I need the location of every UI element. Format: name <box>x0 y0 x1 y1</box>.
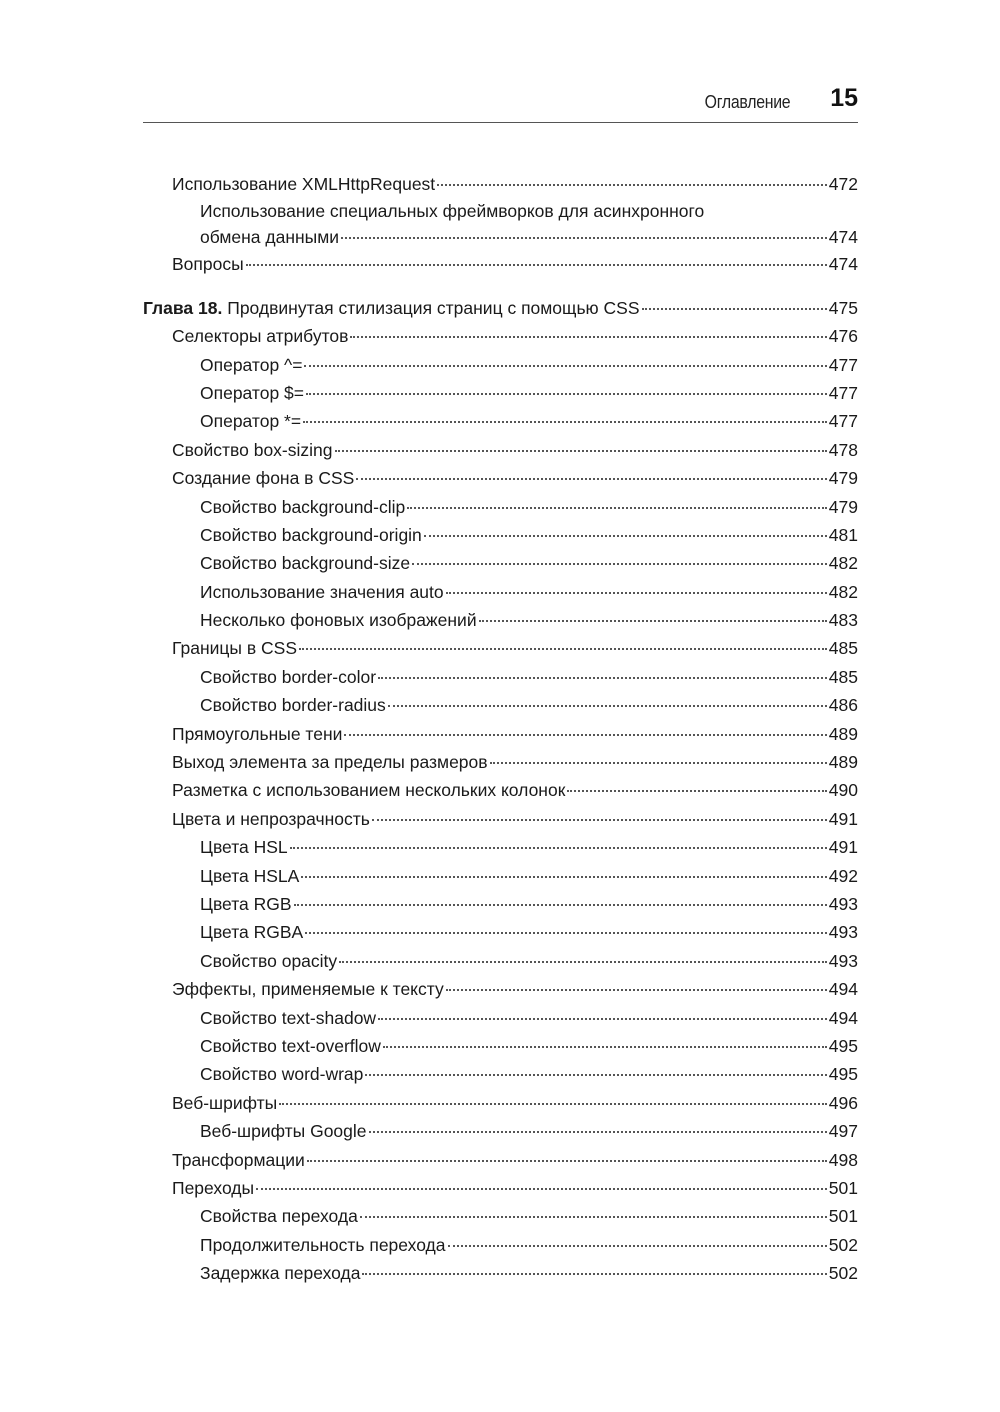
toc-entry-page: 497 <box>828 1121 858 1142</box>
dot-leader <box>642 307 827 310</box>
running-header <box>143 82 858 123</box>
toc-entry-label: Прямоугольные тени <box>172 723 343 744</box>
dot-leader <box>424 534 827 537</box>
toc-entry-label: Оператор *= <box>200 411 302 432</box>
toc-entry-page: 478 <box>828 439 858 460</box>
dot-leader <box>279 1102 827 1105</box>
toc-entry[interactable] <box>143 833 858 861</box>
toc-entry-page: 479 <box>828 496 858 517</box>
dot-leader <box>303 420 827 423</box>
toc-entry-page: 485 <box>828 666 858 687</box>
toc-entry-page: 474 <box>828 254 858 275</box>
toc-entry[interactable] <box>143 250 858 278</box>
toc-entry[interactable] <box>143 720 858 748</box>
toc-entry-page: 494 <box>828 979 858 1000</box>
dot-leader <box>369 1130 827 1133</box>
toc-entry-page: 482 <box>828 553 858 574</box>
toc-entry[interactable] <box>143 1032 858 1060</box>
toc-entry[interactable] <box>143 606 858 634</box>
toc-entry-label: Свойство border-color <box>200 666 377 687</box>
dot-leader <box>335 449 827 452</box>
toc-entry-label: Свойство background-clip <box>200 496 406 517</box>
toc-entry[interactable] <box>143 351 858 379</box>
toc-entry-page: 493 <box>828 950 858 971</box>
toc-entry-label: Свойство text-overflow <box>200 1035 381 1056</box>
toc-entry-page: 472 <box>828 174 858 194</box>
dot-leader <box>490 761 827 764</box>
toc-entry-page: 486 <box>828 695 858 716</box>
toc-entry-page: 479 <box>828 468 858 489</box>
toc-entry[interactable] <box>143 1117 858 1145</box>
table-of-contents <box>143 170 858 1287</box>
toc-entry-label: Границы в CSS <box>172 638 298 659</box>
dot-leader <box>479 619 827 622</box>
toc-entry[interactable] <box>143 1202 858 1230</box>
toc-entry-label: Задержка перехода <box>200 1263 361 1284</box>
toc-entry-label: Цвета и непрозрачность <box>172 808 370 829</box>
toc-entry-page: 490 <box>828 780 858 801</box>
section-title: Оглавление <box>704 92 790 112</box>
toc-entry[interactable] <box>143 691 858 719</box>
toc-entry-label: Несколько фоновых изображений <box>200 610 477 631</box>
dot-leader <box>383 1045 827 1048</box>
toc-entry[interactable] <box>143 436 858 464</box>
toc-entry-page: 502 <box>828 1234 858 1255</box>
dot-leader <box>344 733 826 736</box>
toc-entry[interactable] <box>143 578 858 606</box>
toc-entry-label: Использование значения auto <box>200 581 444 602</box>
toc-entry-page: 477 <box>828 382 858 403</box>
toc-entry[interactable] <box>143 805 858 833</box>
dot-leader <box>246 263 827 266</box>
toc-entry[interactable] <box>143 862 858 890</box>
toc-entry[interactable] <box>143 1004 858 1032</box>
dot-leader <box>290 846 827 849</box>
dot-leader <box>446 591 827 594</box>
toc-entry-page: 501 <box>828 1177 858 1198</box>
toc-entry[interactable] <box>143 776 858 804</box>
dot-leader <box>307 1159 827 1162</box>
toc-entry-label: Оператор $= <box>200 382 305 403</box>
dot-leader <box>305 931 827 934</box>
toc-entry-label: Веб-шрифты Google <box>200 1121 367 1142</box>
toc-entry-label: Свойство opacity <box>200 950 338 971</box>
toc-entry-label: Цвета RGBA <box>200 922 304 943</box>
dot-leader <box>350 335 826 338</box>
toc-entry[interactable] <box>143 634 858 662</box>
page-number: 15 <box>830 84 858 112</box>
dot-leader <box>446 988 827 991</box>
toc-entry-page: 502 <box>828 1263 858 1284</box>
dot-leader <box>299 647 827 650</box>
toc-entry-page: 477 <box>828 354 858 375</box>
toc-chapter-page: 475 <box>828 297 858 318</box>
toc-entry-label: Разметка с использованием нескольких колонок <box>172 780 566 801</box>
toc-entry[interactable] <box>143 918 858 946</box>
toc-entry-page: 477 <box>828 411 858 432</box>
toc-entry[interactable] <box>143 493 858 521</box>
dot-leader <box>407 506 827 509</box>
toc-entry-label: Свойство background-size <box>200 553 411 574</box>
toc-entry-label: Веб-шрифты <box>172 1092 278 1113</box>
toc-entry-label: Свойство word-wrap <box>200 1064 364 1085</box>
toc-entry[interactable] <box>143 748 858 776</box>
dot-leader <box>388 704 827 707</box>
toc-entry[interactable] <box>143 521 858 549</box>
toc-entry[interactable] <box>143 198 858 250</box>
chapter-title: Продвинутая стилизация страниц с помощью CSS <box>227 297 640 318</box>
dot-leader <box>356 477 826 480</box>
toc-entry-page: 492 <box>828 865 858 886</box>
toc-entry-label-line1: Использование специальных фреймворков для асинхронного <box>200 201 705 222</box>
toc-entry-page: 495 <box>828 1064 858 1085</box>
toc-entry[interactable] <box>143 407 858 435</box>
toc-chapter-entry[interactable] <box>143 294 858 322</box>
dot-leader <box>448 1244 827 1247</box>
toc-entries <box>143 322 858 1287</box>
toc-entry-label: Свойство text-shadow <box>200 1007 377 1028</box>
dot-leader <box>360 1215 827 1218</box>
toc-entry-label: Эффекты, применяемые к тексту <box>172 979 444 1000</box>
dot-leader <box>362 1272 826 1275</box>
toc-entry-label: Использование XMLHttpRequest <box>172 174 436 194</box>
toc-entry-page: 474 <box>828 227 858 248</box>
toc-entry-label: Создание фона в CSS <box>172 468 355 489</box>
toc-entry-page: 495 <box>828 1035 858 1056</box>
toc-entry-label: Свойство border-radius <box>200 695 386 716</box>
dot-leader <box>294 903 827 906</box>
dot-leader <box>341 236 827 239</box>
toc-entry-page: 476 <box>828 326 858 347</box>
toc-entry-page: 496 <box>828 1092 858 1113</box>
toc-entry-label: Выход элемента за пределы размеров <box>172 752 488 773</box>
toc-entry-page: 494 <box>828 1007 858 1028</box>
toc-entry-page: 482 <box>828 581 858 602</box>
toc-entry-label: Вопросы <box>172 254 244 275</box>
toc-chapter-label <box>143 294 640 322</box>
toc-entry[interactable] <box>143 170 858 198</box>
toc-entry[interactable] <box>143 890 858 918</box>
toc-entry[interactable] <box>143 322 858 350</box>
toc-entry-page: 485 <box>828 638 858 659</box>
toc-entry[interactable] <box>143 379 858 407</box>
toc-entry-page: 489 <box>828 723 858 744</box>
toc-entry-label: Свойство background-origin <box>200 524 422 545</box>
toc-entry[interactable] <box>143 1060 858 1088</box>
toc-entry-page: 493 <box>828 893 858 914</box>
toc-entry-label: Оператор ^= <box>200 354 303 375</box>
toc-entry-label: Трансформации <box>172 1149 305 1170</box>
dot-leader <box>378 676 827 679</box>
dot-leader <box>339 960 827 963</box>
toc-entry-page: 498 <box>828 1149 858 1170</box>
toc-entry-page: 491 <box>828 837 858 858</box>
toc-entry-label: Цвета RGB <box>200 893 292 914</box>
toc-entry[interactable] <box>143 1089 858 1117</box>
dot-leader <box>304 364 826 367</box>
toc-entry-label: Селекторы атрибутов <box>172 326 349 347</box>
toc-entry-page: 489 <box>828 752 858 773</box>
toc-entry-label: Свойство box-sizing <box>172 439 333 460</box>
toc-entry-label: Цвета HSL <box>200 837 288 858</box>
toc-entry-page: 491 <box>828 808 858 829</box>
toc-entry[interactable] <box>143 663 858 691</box>
toc-entry-label: Продолжительность перехода <box>200 1234 446 1255</box>
toc-entry[interactable] <box>143 549 858 577</box>
toc-entry[interactable] <box>143 1174 858 1202</box>
dot-leader <box>256 1187 827 1190</box>
toc-entry[interactable] <box>143 947 858 975</box>
chapter-prefix: Глава 18. <box>143 297 223 318</box>
dot-leader <box>437 183 827 186</box>
toc-entry[interactable] <box>143 1146 858 1174</box>
toc-entry-page: 481 <box>828 524 858 545</box>
toc-entry-label: Свойства перехода <box>200 1206 358 1227</box>
toc-entry[interactable] <box>143 1259 858 1287</box>
toc-entry[interactable] <box>143 1231 858 1259</box>
toc-entry-page: 501 <box>828 1206 858 1227</box>
toc-entry[interactable] <box>143 975 858 1003</box>
dot-leader <box>378 1017 827 1020</box>
dot-leader <box>306 392 827 395</box>
toc-entry-label: Переходы <box>172 1177 255 1198</box>
toc-entry-label-line2: обмена данными <box>200 227 340 248</box>
dot-leader <box>412 562 827 565</box>
toc-entry-page: 493 <box>828 922 858 943</box>
dot-leader <box>365 1073 826 1076</box>
dot-leader <box>567 789 826 792</box>
toc-entry[interactable] <box>143 464 858 492</box>
toc-entry-page: 483 <box>828 610 858 631</box>
dot-leader <box>301 875 826 878</box>
dot-leader <box>372 818 827 821</box>
toc-entry-label: Цвета HSLA <box>200 865 300 886</box>
